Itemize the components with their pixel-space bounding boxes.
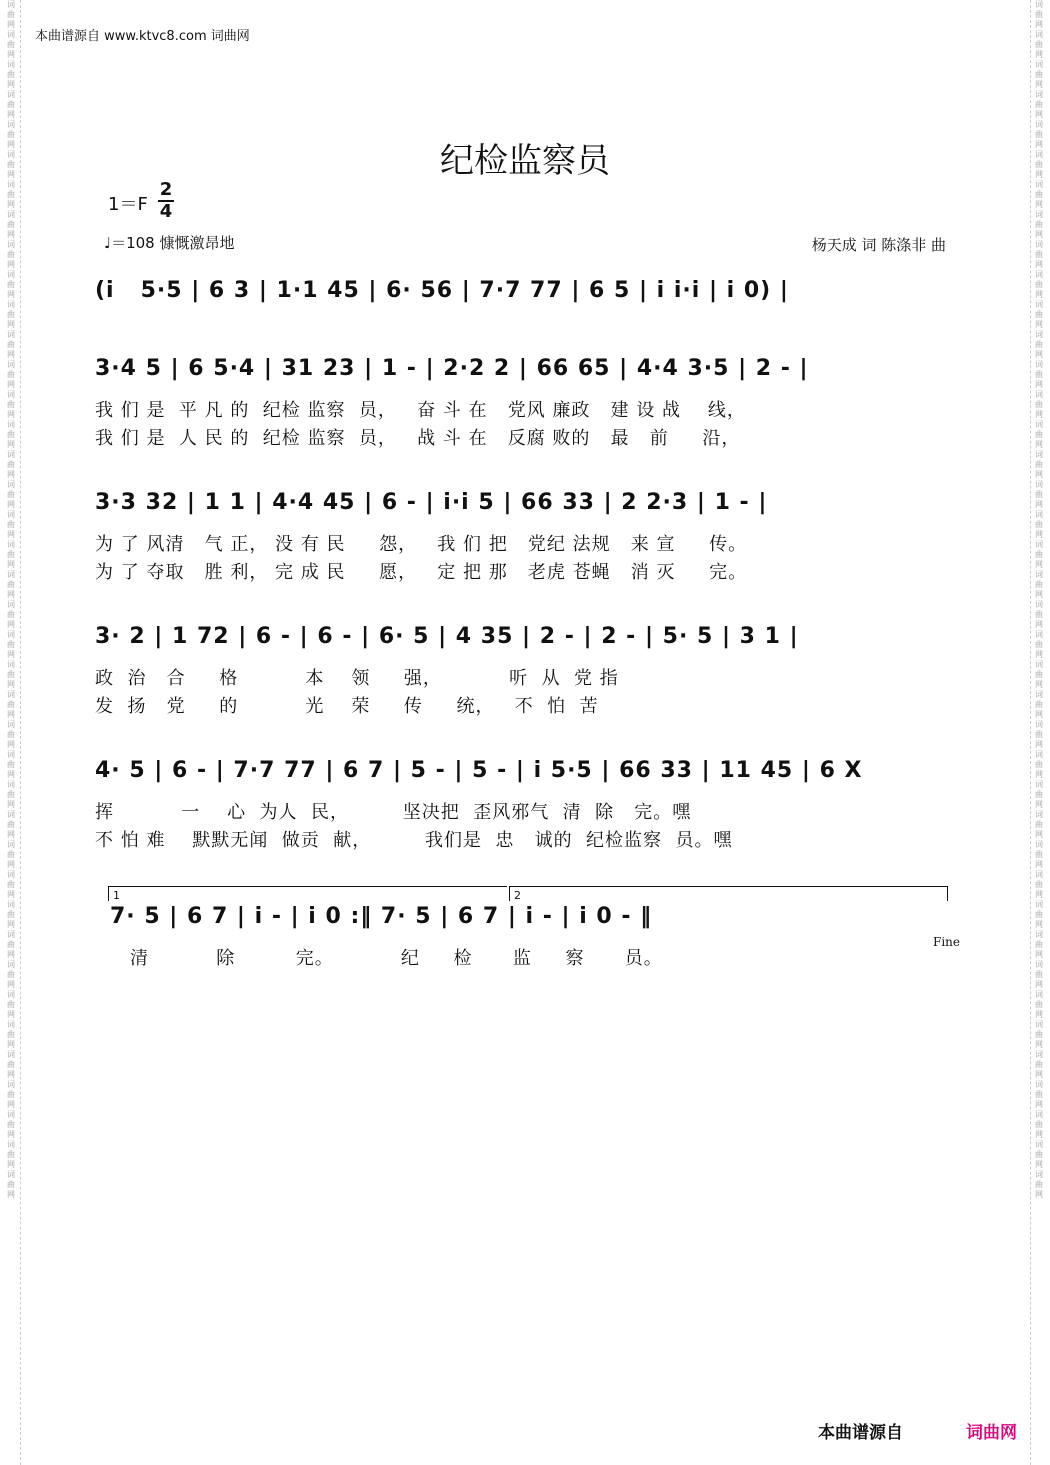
tempo-marking: ♩＝108 慷慨激昂地: [104, 234, 235, 252]
score-line-4-lyric-1: 政 治 合 格 本 领 强， 听 从 党 指: [95, 668, 619, 689]
right-border-line: [1030, 0, 1031, 1465]
fine-marking: Fine: [933, 935, 960, 949]
score-line-6-lyric-1: 清 除 完。 纪 检 监 察 员。: [130, 948, 663, 969]
source-header: 本曲谱源自 www.ktvc8.com 词曲网: [35, 29, 250, 44]
score-line-2-lyric-1: 我 们 是 平 凡 的 纪检 监察 员， 奋 斗 在 党风 廉政 建 设 战 线，: [95, 400, 746, 421]
time-signature-top: 2: [159, 179, 173, 200]
credits: 杨天成 词 陈涤非 曲: [811, 236, 946, 254]
score-line-3-lyric-1: 为 了 风清 气 正， 没 有 民 怨， 我 们 把 党纪 法规 来 宣 传。: [95, 534, 748, 555]
second-ending-bracket: [509, 886, 948, 901]
score-line-3-lyric-2: 为 了 夺取 胜 利， 完 成 民 愿， 定 把 那 老虎 苍蝇 消 灭 完。: [95, 562, 748, 583]
score-line-6-notes: 7· 5 | 6 7 | i - | i 0 :‖ 7· 5 | 6 7 | i - | i 0 - ‖: [110, 904, 653, 929]
time-signature-bottom: 4: [159, 201, 173, 222]
left-border-line: [20, 0, 21, 1465]
time-signature: [158, 180, 174, 222]
score-line-4-notes: 3· 2 | 1 72 | 6 - | 6 - | 6· 5 | 4 35 | 2 - | 2 - | 5· 5 | 3 1 |: [95, 624, 799, 649]
song-title: 纪检监察员: [440, 141, 610, 181]
score-line-5-lyric-1: 挥 一 心 为人 民， 坚决把 歪风邪气 清 除 完。嘿: [95, 802, 692, 823]
score-line-2-notes: 3·4 5 | 6 5·4 | 31 23 | 1 - | 2·2 2 | 66 65 | 4·4 3·5 | 2 - |: [95, 356, 809, 381]
score-line-5-notes: 4· 5 | 6 - | 7·7 77 | 6 7 | 5 - | 5 - | i 5·5 | 66 33 | 11 45 | 6 X: [95, 758, 863, 783]
footer-source-text: 本曲谱源自: [818, 1423, 903, 1443]
first-ending-number: 1: [113, 889, 120, 902]
second-ending-number: 2: [514, 889, 521, 902]
left-side-watermark: 词曲网词曲网词曲网词曲网词曲网词曲网词曲网词曲网词曲网词曲网词曲网词曲网词曲网词曲网词曲网词曲网词曲网词曲网词曲网词曲网词曲网词曲网词曲网词曲网词曲网词曲网词曲网词曲网词曲网词曲网词曲网词曲网词曲网词曲网词曲网词曲网词曲网词曲网词曲网词曲网: [7, 0, 15, 1199]
key-signature: 1＝F: [108, 194, 148, 215]
score-line-1-notes: (i 5·5 | 6 3 | 1·1 45 | 6· 56 | 7·7 77 | 6 5 | i i·i | i 0) |: [95, 278, 789, 303]
right-side-watermark: 词曲网词曲网词曲网词曲网词曲网词曲网词曲网词曲网词曲网词曲网词曲网词曲网词曲网词曲网词曲网词曲网词曲网词曲网词曲网词曲网词曲网词曲网词曲网词曲网词曲网词曲网词曲网词曲网词曲网词曲网词曲网词曲网词曲网词曲网词曲网词曲网词曲网词曲网词曲网词曲网: [1035, 0, 1043, 1199]
first-ending-bracket: [108, 886, 507, 901]
score-line-5-lyric-2: 不 怕 难 默默无闻 做贡 献， 我们是 忠 诚的 纪检监察 员。嘿: [95, 830, 733, 851]
score-line-2-lyric-2: 我 们 是 人 民 的 纪检 监察 员， 战 斗 在 反腐 败的 最 前 沿，: [95, 428, 741, 449]
footer-site-name: 词曲网: [966, 1423, 1017, 1443]
score-line-3-notes: 3·3 32 | 1 1 | 4·4 45 | 6 - | i·i 5 | 66 33 | 2 2·3 | 1 - |: [95, 490, 768, 515]
score-line-4-lyric-2: 发 扬 党 的 光 荣 传 统， 不 怕 苦: [95, 696, 599, 717]
